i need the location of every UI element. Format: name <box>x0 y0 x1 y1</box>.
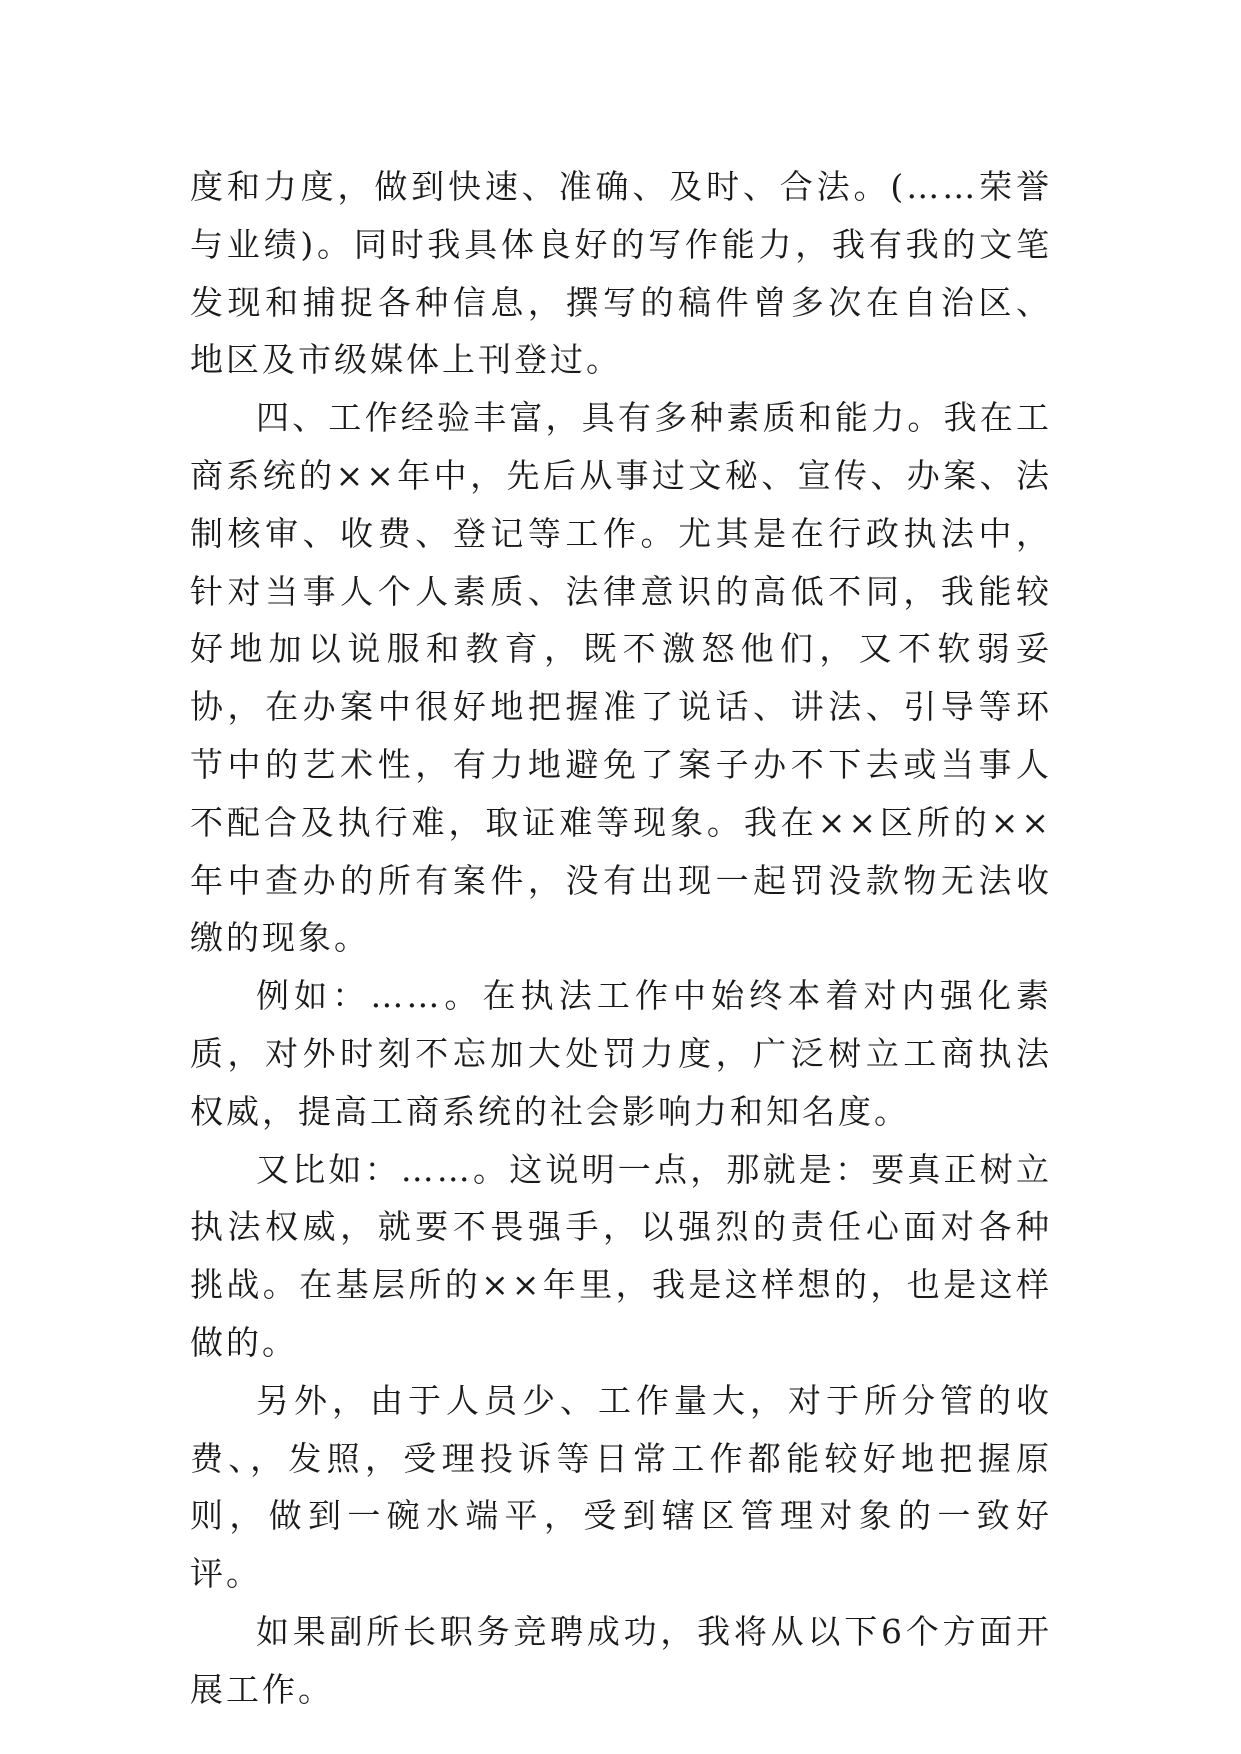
paragraph-additionally: 另外，由于人员少、工作量大，对于所分管的收费、，发照，受理投诉等日常工作都能较好地把握原则，做到一碗水端平，受到辖区管理对象的一致好评。 <box>190 1380 1052 1594</box>
paragraph-example-two: 又比如：……。这说明一点，那就是：要真正树立执法权威，就要不畏强手，以强烈的责任心面对各种挑战。在基层所的××年里，我是这样想的，也是这样做的。 <box>190 1149 1052 1362</box>
paragraph-work-experience: 四、工作经验丰富，具有多种素质和能力。我在工商系统的××年中，先后从事过文秘、宣传、办案、法制核审、收费、登记等工作。尤其是在行政执法中，针对当事人个人素质、法律意识的高低不同，我能较好地加以说服和教育，既不激怒他们，又不软弱妥协，在办案中很好地把握准了说话、讲法、引导等环节中的艺术性，有力地避免了案子办不下去或当事人不配合及执行难，取证难等现象。我在××区所的××年中查办的所有案件，没有出现一起罚没款物无法收缴的现象。 <box>190 398 1052 958</box>
document-body <box>190 158 1052 1719</box>
paragraph-plan-intro: 如果副所长职务竞聘成功，我将从以下6个方面开展工作。 <box>190 1611 1052 1709</box>
paragraph-example-one: 例如：……。在执法工作中始终本着对内强化素质，对外时刻不忘加大处罚力度，广泛树立工商执法权威，提高工商系统的社会影响力和知名度。 <box>190 976 1052 1131</box>
paragraph-continuation: 度和力度，做到快速、准确、及时、合法。(……荣誉与业绩)。同时我具体良好的写作能力，我有我的文笔发现和捕捉各种信息，撰写的稿件曾多次在自治区、地区及市级媒体上刊登过。 <box>190 167 1052 380</box>
